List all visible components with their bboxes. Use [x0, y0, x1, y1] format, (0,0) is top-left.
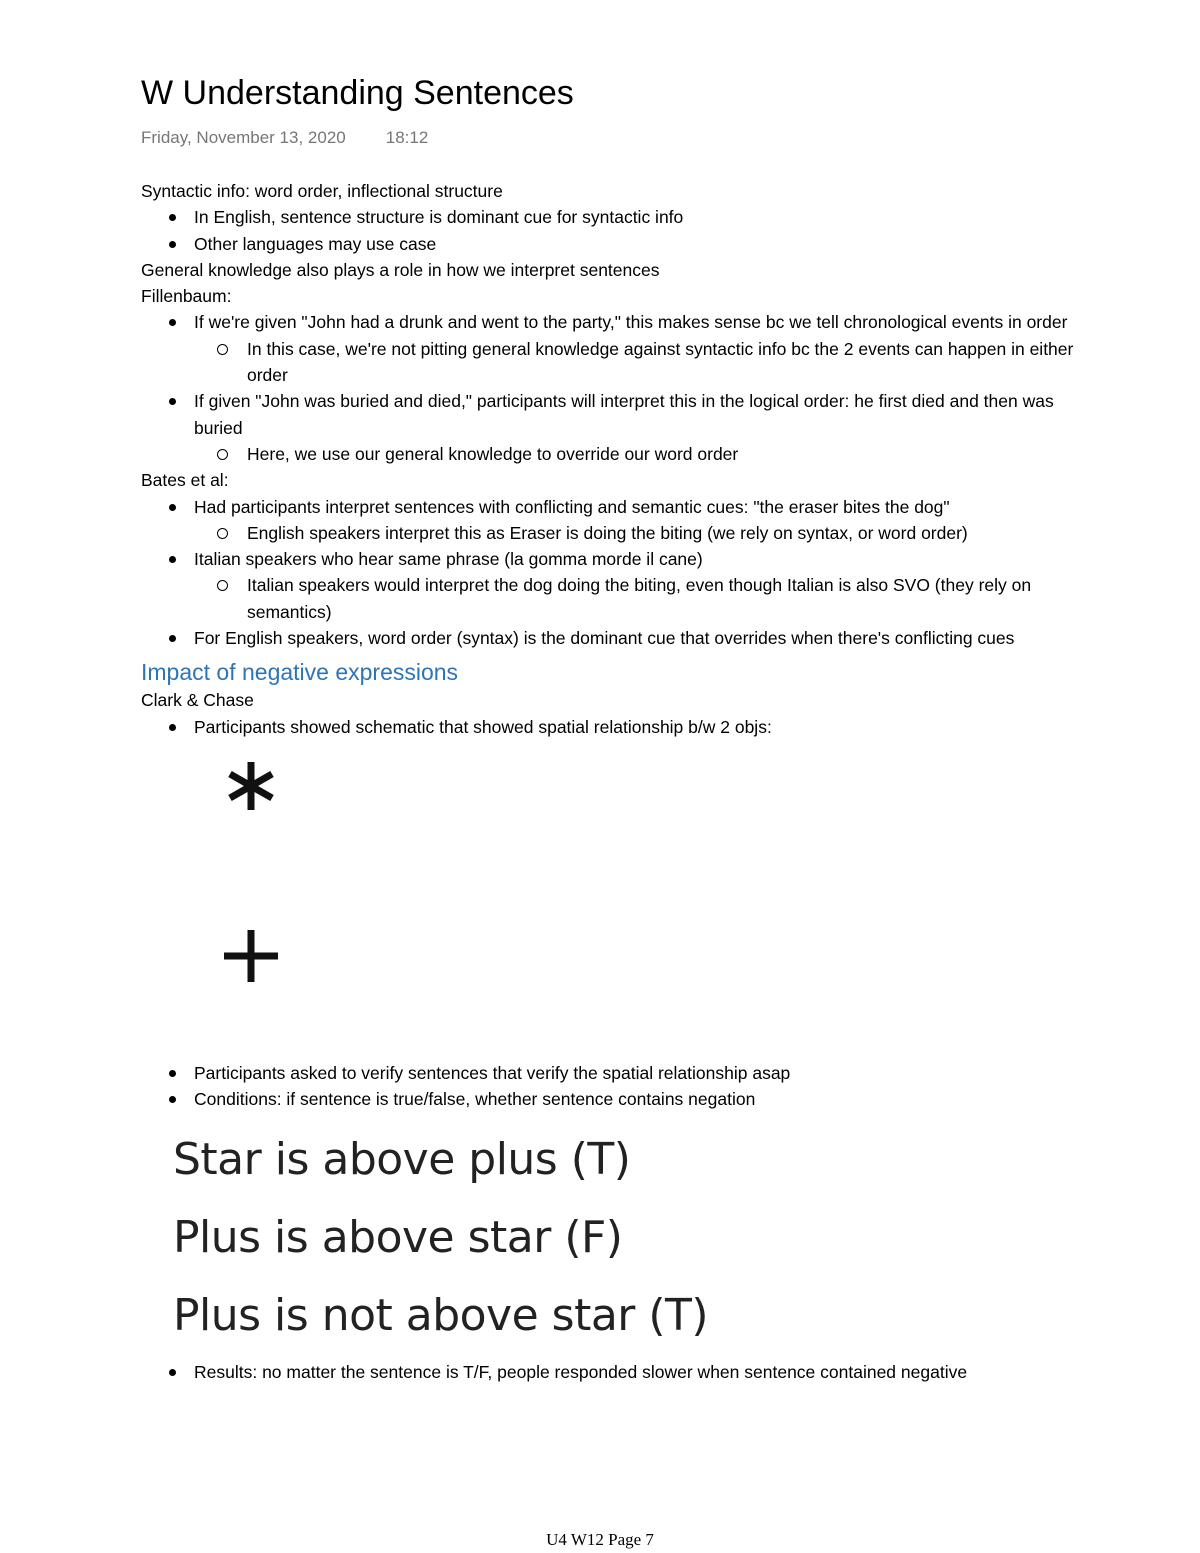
plus-icon [221, 926, 281, 986]
list-item [141, 309, 1081, 388]
list-item: Other languages may use case [141, 231, 1081, 257]
example-sentence: Plus is not above star (T) [173, 1289, 709, 1341]
example-sentences [141, 1121, 1081, 1355]
list-item [141, 388, 1081, 467]
sub-list-item: In this case, we're not pitting general knowledge against syntactic info bc the 2 events can happen in either order [194, 336, 1081, 389]
list-item: Participants asked to verify sentences that verify the spatial relationship asap [141, 1060, 1081, 1086]
clark-chase-list [141, 714, 1081, 740]
general-knowledge-line: General knowledge also plays a role in how we interpret sentences [141, 259, 660, 280]
fillenbaum-label: Fillenbaum: [141, 286, 232, 307]
bates-list [141, 494, 1081, 652]
page-footer: U4 W12 Page 7 [546, 1530, 654, 1549]
bates-label: Bates et al: [141, 470, 229, 491]
schematic-figure [141, 740, 1081, 1060]
clark-chase-list-2 [141, 1060, 1081, 1113]
list-item: Participants showed schematic that showed spatial relationship b/w 2 objs: [141, 714, 1081, 740]
page-date: Friday, November 13, 2020 [141, 128, 346, 147]
example-sentence: Star is above plus (T) [173, 1133, 631, 1185]
sub-list [194, 441, 1081, 467]
clark-chase-label: Clark & Chase [141, 690, 254, 711]
list-item-text: If given "John was buried and died," participants will interpret this in the logical order: he first died and then was buried [194, 391, 1054, 438]
asterisk-icon [223, 758, 279, 814]
list-item-text: Italian speakers who hear same phrase (la gomma morde il cane) [194, 549, 703, 570]
sub-list-item: Italian speakers would interpret the dog doing the biting, even though Italian is also SVO (they rely on semantics) [194, 572, 1081, 625]
section-heading: Impact of negative expressions [141, 659, 459, 686]
list-item-text: Had participants interpret sentences with conflicting and semantic cues: "the eraser bites the dog" [194, 496, 950, 517]
list-item: For English speakers, word order (syntax) is the dominant cue that overrides when there's conflicting cues [141, 625, 1081, 651]
syntactic-info-line: Syntactic info: word order, inflectional structure [141, 181, 503, 201]
page-title: W Understanding Sentences [141, 74, 574, 112]
list-item: Conditions: if sentence is true/false, whether sentence contains negation [141, 1086, 1081, 1112]
sub-list [194, 520, 1081, 546]
page-time: 18:12 [385, 128, 429, 147]
sub-list-item: Here, we use our general knowledge to override our word order [194, 441, 1081, 467]
list-item [141, 494, 1081, 547]
sub-list-item: English speakers interpret this as Eraser is doing the biting (we rely on syntax, or word order) [194, 520, 1081, 546]
list-item: In English, sentence structure is dominant cue for syntactic info [141, 204, 1081, 230]
sub-list [194, 572, 1081, 625]
syntactic-info-list [141, 204, 1081, 257]
page-timestamp [141, 128, 428, 148]
list-item: Results: no matter the sentence is T/F, people responded slower when sentence contained negative [141, 1359, 1081, 1385]
fillenbaum-list [141, 309, 1081, 467]
list-item [141, 546, 1081, 625]
example-sentence: Plus is above star (F) [173, 1211, 623, 1263]
sub-list [194, 336, 1081, 389]
results-list [141, 1359, 1081, 1385]
note-body [141, 178, 1081, 1385]
list-item-text: If we're given "John had a drunk and went to the party," this makes sense bc we tell chronological events in order [194, 312, 1068, 333]
